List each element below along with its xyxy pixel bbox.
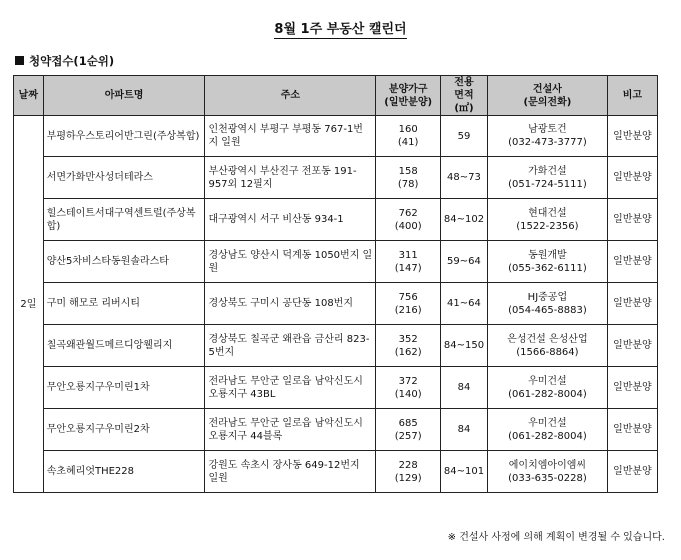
- supply-cell: 158 (78): [376, 157, 441, 199]
- supply-cell: 685 (257): [376, 409, 441, 451]
- address-cell: 경상북도 칠곡군 왜관읍 금산리 823-5번지: [205, 325, 376, 367]
- address-cell: 부산광역시 부산진구 전포동 191-957외 12필지: [205, 157, 376, 199]
- note-cell: 일반분양: [607, 409, 657, 451]
- area-cell: 84: [440, 367, 487, 409]
- area-cell: 48~73: [440, 157, 487, 199]
- header-builder: 건설사 (문의전화): [488, 76, 608, 116]
- apt-name-cell: 속초혜리엇THE228: [43, 451, 205, 493]
- table-row: [14, 325, 658, 367]
- table-row: [14, 241, 658, 283]
- note-cell: 일반분양: [607, 283, 657, 325]
- area-cell: 84~101: [440, 451, 487, 493]
- apt-name-cell: 무안오룡지구우미린2차: [43, 409, 205, 451]
- apt-name-cell: 힐스테이트서대구역센트럴(주상복합): [43, 199, 205, 241]
- supply-cell: 311 (147): [376, 241, 441, 283]
- header-supply: 분양가구 (일반분양): [376, 76, 441, 116]
- supply-cell: 160 (41): [376, 116, 441, 157]
- area-cell: 41~64: [440, 283, 487, 325]
- note-cell: 일반분양: [607, 367, 657, 409]
- supply-cell: 228 (129): [376, 451, 441, 493]
- note-cell: 일반분양: [607, 116, 657, 157]
- area-cell: 84: [440, 409, 487, 451]
- table-row: [14, 409, 658, 451]
- address-cell: 전라남도 무안군 일로읍 남악신도시 오룡지구 43BL: [205, 367, 376, 409]
- apt-name-cell: 칠곡왜관월드메르디앙웰리지: [43, 325, 205, 367]
- date-cell: 2일: [14, 116, 44, 493]
- apt-name-cell: 양산5차비스타동원솔라스타: [43, 241, 205, 283]
- address-cell: 인천광역시 부평구 부평동 767-1번지 일원: [205, 116, 376, 157]
- builder-cell: 가화건설 (051-724-5111): [488, 157, 608, 199]
- table-row: [14, 116, 658, 157]
- table-row: [14, 283, 658, 325]
- area-cell: 84~150: [440, 325, 487, 367]
- footnote: ※ 건설사 사정에 의해 계획이 변경될 수 있습니다.: [447, 532, 665, 543]
- builder-cell: 에이치엠아이엠씨 (033-635-0228): [488, 451, 608, 493]
- supply-cell: 372 (140): [376, 367, 441, 409]
- note-cell: 일반분양: [607, 199, 657, 241]
- address-cell: 경상북도 구미시 공단동 108번지: [205, 283, 376, 325]
- builder-cell: 남광토건 (032-473-3777): [488, 116, 608, 157]
- builder-cell: 동원개발 (055-362-6111): [488, 241, 608, 283]
- square-bullet-icon: [15, 56, 24, 65]
- address-cell: 경상남도 양산시 덕계동 1050번지 일원: [205, 241, 376, 283]
- supply-cell: 756 (216): [376, 283, 441, 325]
- note-cell: 일반분양: [607, 241, 657, 283]
- apt-name-cell: 서면가화만사성더테라스: [43, 157, 205, 199]
- table-row: [14, 199, 658, 241]
- section-label: 청약접수(1순위): [29, 54, 115, 68]
- header-note: 비고: [607, 76, 657, 116]
- builder-cell: 우미건설 (061-282-8004): [488, 409, 608, 451]
- note-cell: 일반분양: [607, 325, 657, 367]
- apt-name-cell: 부평하우스토리어반그린(주상복합): [43, 116, 205, 157]
- area-cell: 59~64: [440, 241, 487, 283]
- apt-name-cell: 구미 해모로 리버시티: [43, 283, 205, 325]
- apt-name-cell: 무안오룡지구우미린1차: [43, 367, 205, 409]
- builder-cell: HJ중공업 (054-465-8883): [488, 283, 608, 325]
- builder-cell: 현대건설 (1522-2356): [488, 199, 608, 241]
- supply-cell: 352 (162): [376, 325, 441, 367]
- note-cell: 일반분양: [607, 157, 657, 199]
- area-cell: 59: [440, 116, 487, 157]
- section-heading: [15, 53, 114, 69]
- supply-cell: 762 (400): [376, 199, 441, 241]
- builder-cell: 우미건설 (061-282-8004): [488, 367, 608, 409]
- table-row: [14, 367, 658, 409]
- address-cell: 강원도 속초시 장사동 649-12번지 일원: [205, 451, 376, 493]
- page-title: 8월 1주 부동산 캘린더: [274, 22, 407, 37]
- builder-cell: 은성건설 은성산업 (1566-8864): [488, 325, 608, 367]
- table-row: [14, 451, 658, 493]
- header-address: 주소: [205, 76, 376, 116]
- address-cell: 대구광역시 서구 비산동 934-1: [205, 199, 376, 241]
- table-row: [14, 157, 658, 199]
- header-apt: 아파트명: [43, 76, 205, 116]
- real-estate-calendar-table: [13, 75, 658, 493]
- header-date: 날짜: [14, 76, 44, 116]
- address-cell: 전라남도 무안군 일로읍 남악신도시 오룡지구 44블록: [205, 409, 376, 451]
- table-header-row: [14, 76, 658, 116]
- note-cell: 일반분양: [607, 451, 657, 493]
- area-cell: 84~102: [440, 199, 487, 241]
- header-area: 전용 면적 (㎡): [440, 76, 487, 116]
